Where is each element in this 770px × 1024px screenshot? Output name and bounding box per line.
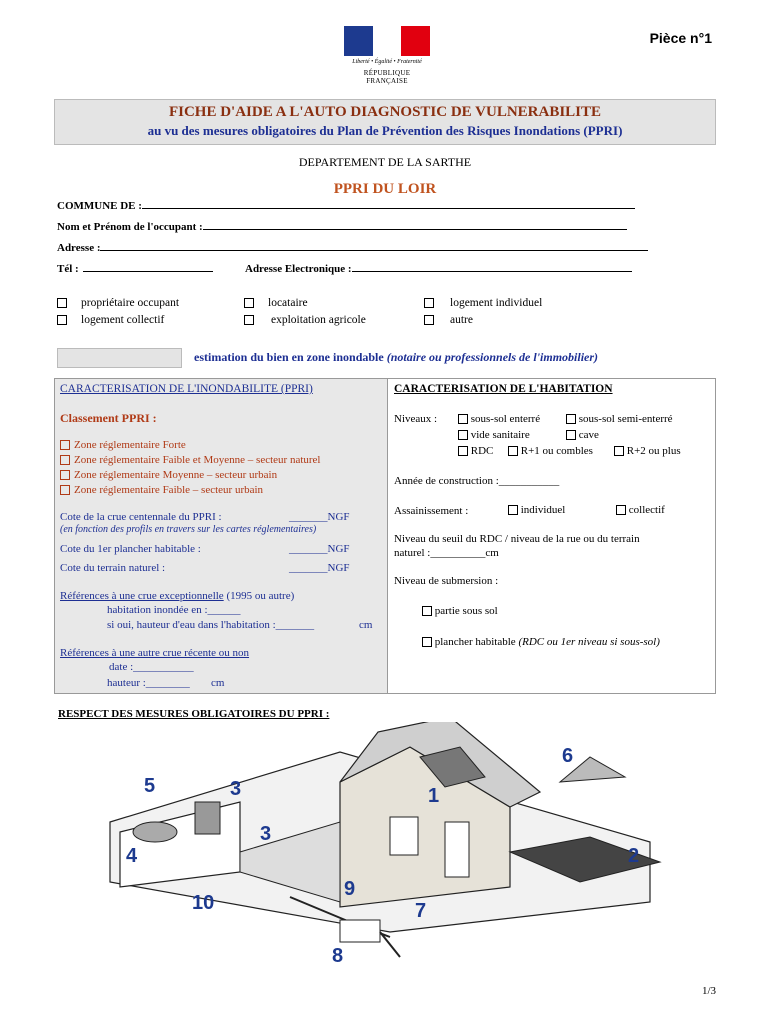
submersion-label: Niveau de submersion : bbox=[394, 575, 499, 587]
checkbox[interactable] bbox=[422, 606, 432, 616]
respect-heading: RESPECT DES MESURES OBLIGATOIRES DU PPRI : bbox=[58, 708, 330, 720]
hauteur-eau[interactable]: si oui, hauteur d'eau dans l'habitation :_______ bbox=[107, 619, 315, 631]
zone-moyenne[interactable]: Zone réglementaire Moyenne – secteur urbain bbox=[60, 469, 277, 481]
seuil-line2[interactable]: naturel :__________cm bbox=[394, 547, 499, 559]
checkbox[interactable] bbox=[458, 430, 468, 440]
marker-10: 10 bbox=[192, 892, 215, 914]
habitation-column bbox=[388, 379, 715, 693]
habitation-inondee[interactable]: habitation inondée en :______ bbox=[107, 604, 241, 616]
submersion-plancher[interactable]: plancher habitable (RDC ou 1er niveau si sous-sol) bbox=[422, 636, 660, 648]
submersion-sous-sol[interactable]: partie sous sol bbox=[422, 605, 498, 617]
characterisation-table bbox=[54, 378, 716, 694]
estimation-note: (notaire ou professionnels de l'immobilier) bbox=[386, 350, 599, 364]
terrain-label: Cote du terrain naturel : bbox=[60, 562, 166, 574]
commune-field[interactable] bbox=[57, 198, 635, 212]
marker-3a: 3 bbox=[230, 778, 242, 800]
commune-label: COMMUNE DE : bbox=[57, 200, 142, 212]
hauteur-unit: cm bbox=[211, 677, 225, 689]
habitation-heading: CARACTERISATION DE L'HABITATION bbox=[394, 383, 613, 395]
checkbox[interactable] bbox=[60, 470, 70, 480]
plancher-ngf[interactable]: _______NGF bbox=[289, 543, 350, 555]
logo-motto: Liberté • Égalité • Fraternité bbox=[352, 59, 422, 65]
assainissement-label: Assainissement : bbox=[394, 505, 469, 517]
checkbox[interactable] bbox=[458, 414, 468, 424]
email-label: Adresse Electronique : bbox=[245, 263, 352, 275]
marker-6: 6 bbox=[562, 745, 574, 767]
zone-faible[interactable]: Zone réglementaire Faible – secteur urbain bbox=[60, 484, 263, 496]
document-title: FICHE D'AIDE A L'AUTO DIAGNOSTIC DE VULNERABILITE bbox=[168, 104, 602, 120]
estimation-input[interactable] bbox=[57, 348, 182, 368]
nom-label: Nom et Prénom de l'occupant : bbox=[57, 221, 203, 233]
checkbox[interactable] bbox=[566, 414, 576, 424]
checkbox[interactable] bbox=[422, 637, 432, 647]
marker-3b: 3 bbox=[260, 823, 272, 845]
checkbox[interactable] bbox=[616, 505, 626, 515]
ref-autre-crue: Références à une autre crue récente ou non bbox=[60, 647, 250, 659]
marianne-flag-icon bbox=[344, 26, 430, 56]
assain-collectif[interactable]: collectif bbox=[616, 504, 665, 516]
tel-label: Tél : bbox=[57, 263, 79, 275]
checkbox[interactable] bbox=[508, 446, 518, 456]
checkbox[interactable] bbox=[244, 315, 254, 325]
niveau-r1[interactable]: R+1 ou combles bbox=[508, 445, 593, 457]
submersion-note: (RDC ou 1er niveau si sous-sol) bbox=[518, 636, 660, 648]
checkbox[interactable] bbox=[57, 298, 67, 308]
plancher-label: Cote du 1er plancher habitable : bbox=[60, 543, 201, 555]
adresse-label: Adresse : bbox=[57, 242, 101, 254]
boiler-unit bbox=[195, 802, 220, 834]
checkbox[interactable] bbox=[566, 430, 576, 440]
piece-number: Pièce n°1 bbox=[649, 30, 712, 46]
marker-4: 4 bbox=[126, 845, 138, 867]
zone-faible-moyenne[interactable]: Zone réglementaire Faible et Moyenne – secteur naturel bbox=[60, 454, 320, 466]
cote-crue-label: Cote de la crue centennale du PPRI : bbox=[60, 511, 222, 523]
house-window bbox=[390, 817, 418, 855]
checkbox[interactable] bbox=[614, 446, 624, 456]
outflow-pipe bbox=[380, 932, 400, 957]
niveaux-label: Niveaux : bbox=[394, 413, 438, 425]
date-field[interactable]: date :___________ bbox=[109, 661, 194, 673]
niveau-sous-sol-semi[interactable]: sous-sol semi-enterré bbox=[566, 413, 673, 425]
option-logement-individuel[interactable]: logement individuel bbox=[424, 297, 542, 309]
inondabilite-heading: CARACTERISATION DE L'INONDABILITE (PPRI) bbox=[60, 383, 313, 395]
nom-field[interactable] bbox=[57, 219, 627, 233]
cote-crue-note: (en fonction des profils en travers sur les cartes réglementaires) bbox=[60, 524, 317, 535]
option-logement-collectif[interactable]: logement collectif bbox=[57, 314, 164, 326]
email-field[interactable] bbox=[245, 261, 632, 275]
checkbox[interactable] bbox=[424, 298, 434, 308]
classement-label: Classement PPRI : bbox=[60, 411, 157, 425]
checkbox[interactable] bbox=[424, 315, 434, 325]
marker-2: 2 bbox=[628, 845, 640, 867]
checkbox[interactable] bbox=[57, 315, 67, 325]
seuil-line1: Niveau du seuil du RDC / niveau de la rue ou du terrain bbox=[394, 533, 640, 545]
ref-crue-exceptionnelle: Références à une crue exceptionnelle (1995 ou autre) bbox=[60, 590, 295, 602]
adresse-field[interactable] bbox=[57, 240, 648, 254]
option-locataire[interactable]: locataire bbox=[244, 297, 308, 309]
annee-construction[interactable]: Année de construction :___________ bbox=[394, 475, 560, 487]
option-autre[interactable]: autre bbox=[424, 314, 473, 326]
option-exploitation-agricole[interactable]: exploitation agricole bbox=[244, 314, 366, 326]
tel-field[interactable] bbox=[57, 261, 213, 275]
checkbox[interactable] bbox=[458, 446, 468, 456]
republique-logo bbox=[342, 26, 432, 85]
zone-forte[interactable]: Zone réglementaire Forte bbox=[60, 439, 186, 451]
checkbox[interactable] bbox=[60, 485, 70, 495]
marker-1: 1 bbox=[428, 785, 440, 807]
niveau-cave[interactable]: cave bbox=[566, 429, 599, 441]
option-proprietaire[interactable]: propriétaire occupant bbox=[57, 297, 179, 309]
marker-7: 7 bbox=[415, 900, 427, 922]
niveau-sous-sol-enterre[interactable]: sous-sol enterré bbox=[458, 413, 540, 425]
ppri-title: PPRI DU LOIR bbox=[333, 181, 437, 197]
niveau-rdc[interactable]: RDC bbox=[458, 445, 493, 457]
house-door bbox=[445, 822, 469, 877]
department: DEPARTEMENT DE LA SARTHE bbox=[298, 155, 472, 169]
niveau-r2[interactable]: R+2 ou plus bbox=[614, 445, 681, 457]
checkbox[interactable] bbox=[60, 455, 70, 465]
marker-5: 5 bbox=[144, 775, 156, 797]
checkbox[interactable] bbox=[508, 505, 518, 515]
hauteur-eau-unit: cm bbox=[359, 619, 373, 631]
niveau-vide-sanitaire[interactable]: vide sanitaire bbox=[458, 429, 530, 441]
estimation-label: estimation du bien en zone inondable (notaire ou professionnels de l'immobilier) bbox=[194, 350, 599, 364]
fuel-tank bbox=[133, 822, 177, 842]
document-subtitle: au vu des mesures obligatoires du Plan de Prévention des Risques Inondations (PPRI) bbox=[147, 123, 623, 138]
checkbox[interactable] bbox=[244, 298, 254, 308]
hauteur-field[interactable]: hauteur :________ bbox=[107, 677, 190, 689]
house-cutaway-illustration bbox=[90, 722, 690, 972]
cote-crue-ngf[interactable]: _______NGF bbox=[289, 511, 350, 523]
checkbox[interactable] bbox=[60, 440, 70, 450]
inondabilite-column bbox=[55, 379, 388, 693]
page-number: 1/3 bbox=[701, 985, 716, 997]
logo-republic: RÉPUBLIQUE FRANÇAISE bbox=[363, 69, 411, 85]
terrain-ngf[interactable]: _______NGF bbox=[289, 562, 350, 574]
marker-8: 8 bbox=[332, 945, 344, 967]
assain-individuel[interactable]: individuel bbox=[508, 504, 565, 516]
check-valve-box bbox=[340, 920, 380, 942]
marker-9: 9 bbox=[344, 878, 356, 900]
title-box bbox=[54, 99, 716, 145]
